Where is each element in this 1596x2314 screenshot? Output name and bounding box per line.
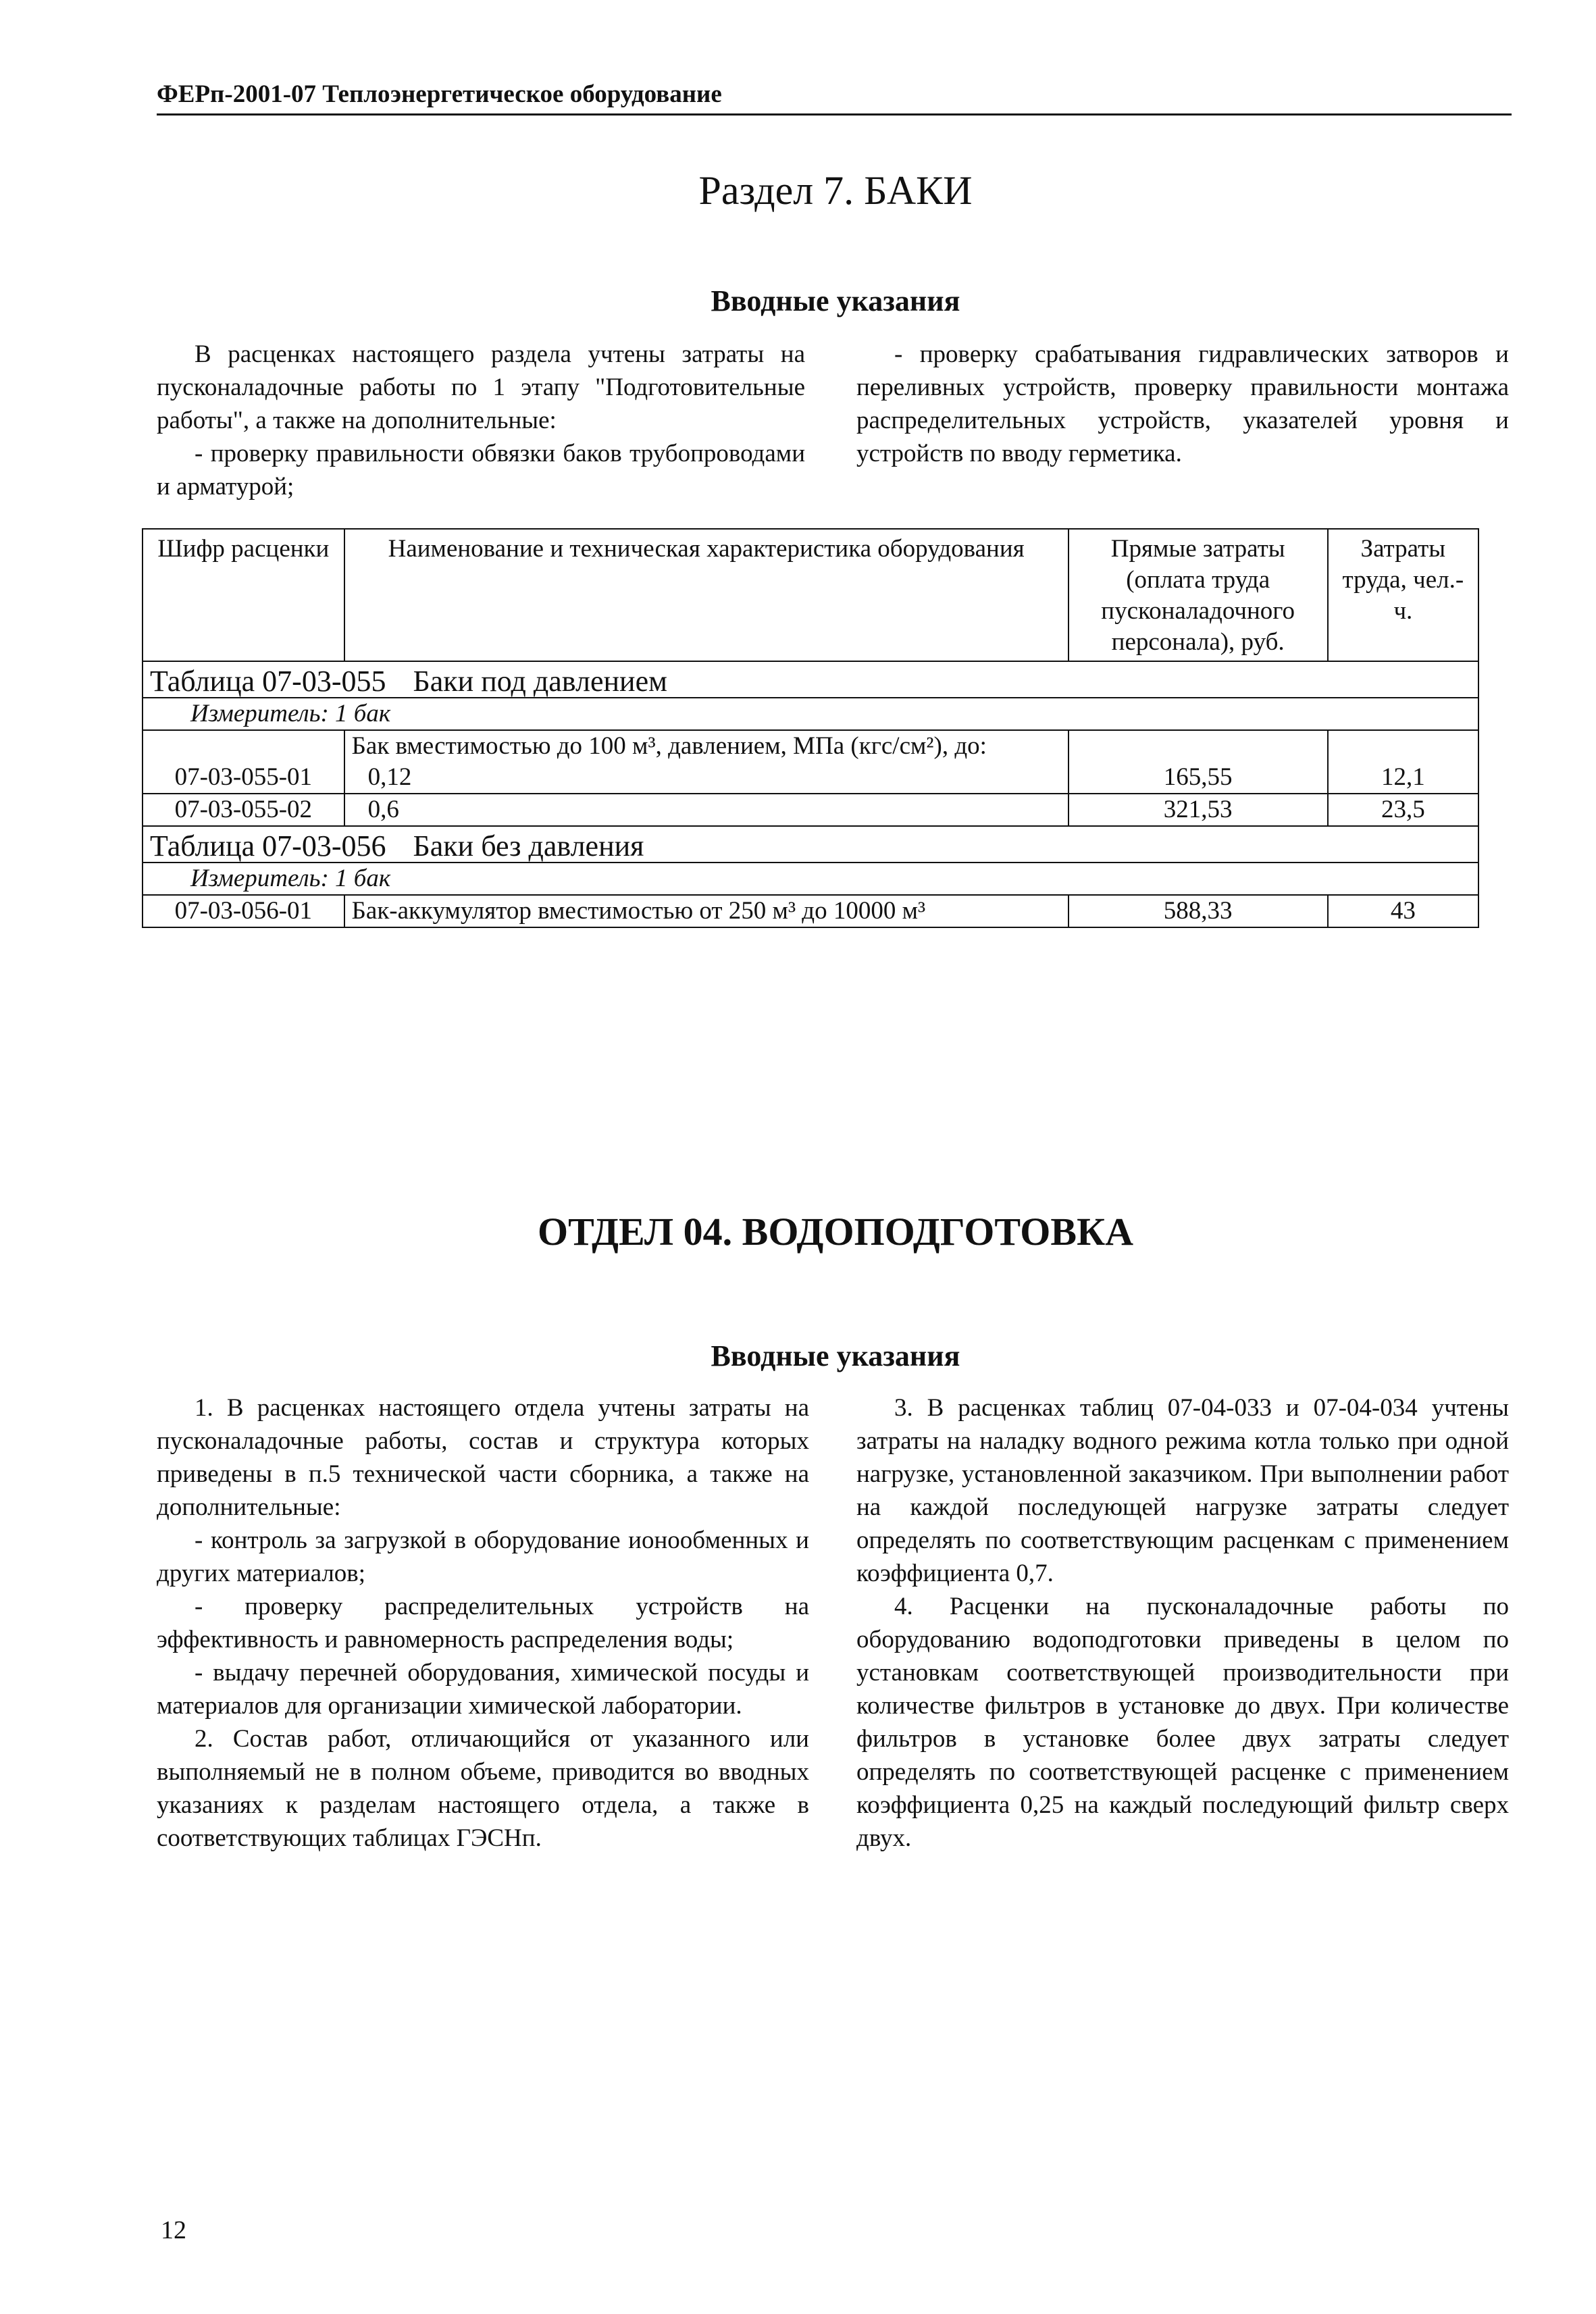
- rates-table: [142, 528, 1479, 928]
- table-row: [143, 730, 1478, 794]
- table-unit-row: [143, 698, 1478, 730]
- header-name: Наименование и техническая характеристика оборудования: [344, 529, 1069, 661]
- intro-paragraph: 3. В расценках таблиц 07-04-033 и 07-04-034 учтены затраты на наладку водного режима котла только при одной нагрузке, установленной заказчиком. При выполнении работ на каждой последующей нагрузке затраты следует определять по соответствующим расценкам с применением коэффициента 0,7.: [856, 1394, 1509, 1587]
- intro-paragraph: - проверку распределительных устройств на эффективность и равномерность распределения воды;: [157, 1593, 809, 1653]
- table-group-title: [143, 826, 1478, 863]
- table-number: Таблица 07-03-055: [150, 665, 386, 698]
- section-intro-left-column: [157, 338, 805, 503]
- row-name: 0,6: [344, 794, 1069, 826]
- table-name: Баки под давлением: [413, 665, 667, 698]
- row-code: 07-03-055-02: [143, 794, 344, 826]
- running-header: ФЕРп-2001-07 Теплоэнергетическое оборудование: [157, 80, 722, 108]
- header-code: Шифр расценки: [143, 529, 344, 661]
- row-name: Бак-аккумулятор вместимостью от 250 м³ до 10000 м³: [344, 895, 1069, 927]
- table-group-title: [143, 661, 1478, 698]
- row-cost: 165,55: [1069, 730, 1328, 794]
- row-labor: 23,5: [1328, 794, 1478, 826]
- header-labor: Затраты труда, чел.-ч.: [1328, 529, 1478, 661]
- table-unit-row: [143, 863, 1478, 895]
- header-rule: [157, 113, 1512, 115]
- row-name: [344, 730, 1069, 794]
- intro-paragraph: 4. Расценки на пусконаладочные работы по оборудованию водоподготовки приведены в целом по установкам соответствующей производительности при количестве фильтров в установке до двух. При количестве фильтров в установке более двух затраты следует определять по соответствующей расценке с применением коэффициента 0,25 на каждый последующий фильтр сверх двух.: [856, 1593, 1509, 1852]
- table-number: Таблица 07-03-056: [150, 829, 386, 863]
- department-intro-heading: Вводные указания: [711, 1339, 960, 1372]
- intro-paragraph: - выдачу перечней оборудования, химической посуды и материалов для организации химической лаборатории.: [157, 1659, 809, 1720]
- row-cost: 321,53: [1069, 794, 1328, 826]
- department-intro-left-column: [157, 1391, 809, 1855]
- row-labor: 12,1: [1328, 730, 1478, 794]
- intro-paragraph: 1. В расценках настоящего отдела учтены затраты на пусконаладочные работы, состав и структура которых приведены в п.5 технической части сборника, а также на дополнительные:: [157, 1394, 809, 1521]
- section-title: Раздел 7. БАКИ: [698, 168, 973, 213]
- table-name: Баки без давления: [413, 829, 644, 863]
- intro-paragraph: 2. Состав работ, отличающийся от указанного или выполняемый не в полном объеме, приводится во вводных указаниях к разделам настоящего отдела, а также в соответствующих таблицах ГЭСНп.: [157, 1725, 809, 1852]
- intro-paragraph: - проверку срабатывания гидравлических затворов и переливных устройств, проверку правильности монтажа распределительных устройств, указателей уровня и устройств по вводу герметика.: [856, 340, 1509, 467]
- row-code: 07-03-056-01: [143, 895, 344, 927]
- table-header-row: [143, 529, 1478, 661]
- intro-paragraph: В расценках настоящего раздела учтены затраты на пусконаладочные работы по 1 этапу "Подготовительные работы", а также на дополнительные:: [157, 340, 805, 434]
- department-intro-right-column: [856, 1391, 1509, 1855]
- table-row: [143, 794, 1478, 826]
- section-intro-heading: Вводные указания: [711, 284, 960, 317]
- row-cost: 588,33: [1069, 895, 1328, 927]
- table-group-title-row: [143, 826, 1478, 863]
- intro-paragraph: - контроль за загрузкой в оборудование ионообменных и других материалов;: [157, 1526, 809, 1587]
- intro-paragraph: - проверку правильности обвязки баков трубопроводами и арматурой;: [157, 440, 805, 500]
- table-row: [143, 895, 1478, 927]
- table-group-title-row: [143, 661, 1478, 698]
- row-value: 0,12: [367, 763, 412, 791]
- table-unit: Измеритель: 1 бак: [143, 698, 1478, 730]
- section-intro-right-column: [856, 338, 1509, 470]
- page-number: 12: [161, 2216, 186, 2244]
- table-unit: Измеритель: 1 бак: [143, 863, 1478, 895]
- group-description: Бак вместимостью до 100 м³, давлением, МПа (кгс/см²), до:: [351, 732, 987, 760]
- row-code: 07-03-055-01: [143, 730, 344, 794]
- row-labor: 43: [1328, 895, 1478, 927]
- header-cost: Прямые затраты (оплата труда пусконаладочного персонала), руб.: [1069, 529, 1328, 661]
- department-title: ОТДЕЛ 04. ВОДОПОДГОТОВКА: [537, 1210, 1134, 1254]
